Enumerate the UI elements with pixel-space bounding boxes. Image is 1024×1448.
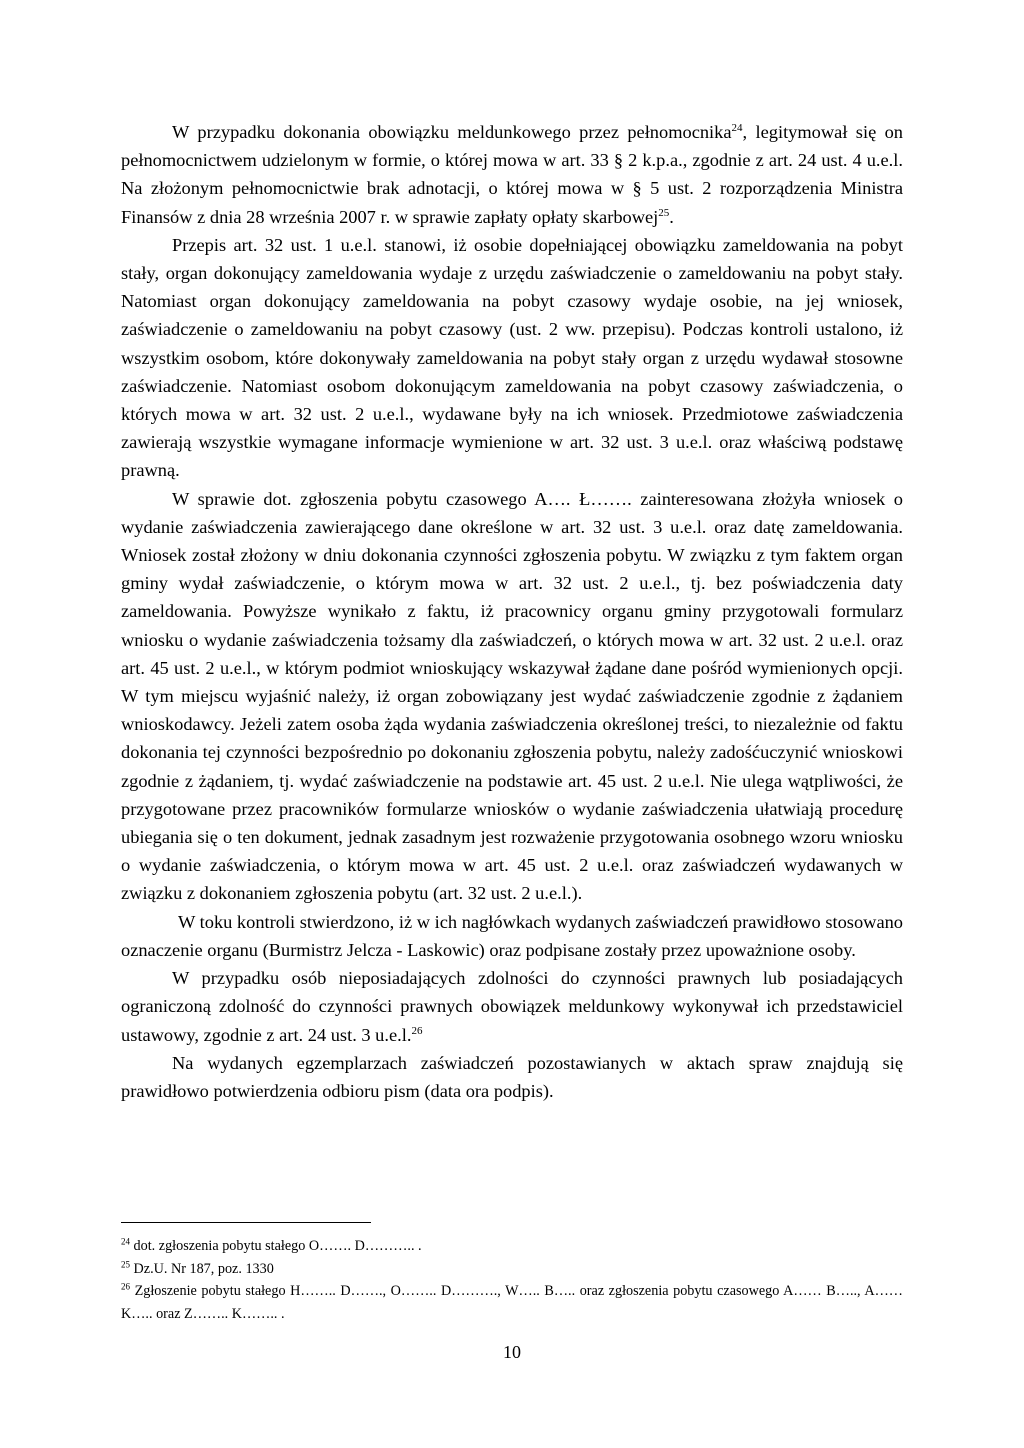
- footnote-text: dot. zgłoszenia pobytu stałego O……. D……….. .: [130, 1238, 422, 1254]
- footnote-24: [121, 1235, 903, 1258]
- paragraph-text: , legitymował się on pełnomocnictwem udzielonym w formie, o której mowa w art. 33 § 2 k.p.a., zgodnie z art. 24 ust. 4 u.e.l. Na złożonym pełnomocnictwie brak adnotacji, o której mowa w § 5 ust. 2 rozporządzenia Ministra Finansów z dnia 28 września 2007 r. w sprawie zapłaty opłaty skarbowej: [121, 122, 903, 227]
- footnote-text: Dz.U. Nr 187, poz. 1330: [130, 1260, 274, 1277]
- paragraph-headers: W toku kontroli stwierdzono, iż w ich nagłówkach wydanych zaświadczeń prawidłowo stosowano oznaczenie organu (Burmistrz Jelcza - Laskowic) oraz podpisane zostały przez upoważnione osoby.: [121, 911, 903, 960]
- footnote-divider: [121, 1222, 371, 1223]
- footnotes: [121, 1235, 903, 1325]
- footnote-number: 24: [121, 1236, 130, 1247]
- paragraph-power-of-attorney: [121, 118, 903, 231]
- paragraph-receipts: Na wydanych egzemplarzach zaświadczeń pozostawianych w aktach spraw znajdują się prawidłowo potwierdzenia odbioru pism (data ora podpis).: [121, 1052, 903, 1101]
- footnote-number: 26: [121, 1281, 130, 1292]
- footnote-number: 25: [121, 1258, 130, 1269]
- paragraph-certificates: Przepis art. 32 ust. 1 u.e.l. stanowi, iż osobie dopełniającej obowiązku zameldowania na pobyt stały, organ dokonujący zameldowania wydaje z urzędu zaświadczenie o zameldowaniu na pobyt stały. Natomiast organ dokonujący zameldowania na pobyt czasowy wydaje osobie, na jej wniosek, zaświadczenie o zameldowaniu na pobyt czasowy (ust. 2 ww. przepisu). Podczas kontroli ustalono, iż wszystkim osobom, które dokonywały zameldowania na pobyt stały organ z urzędu wydawał stosowne zaświadczenie. Natomiast osobom dokonującym zameldowania na pobyt czasowy zaświadczenia, o których mowa w art. 32 ust. 2 u.e.l., wydawane były na ich wniosek. Przedmiotowe zaświadczenia zawierają wszystkie wymagane informacje wymienione w art. 32 ust. 3 u.e.l. oraz właściwą podstawę prawną.: [121, 234, 903, 481]
- page-number: 10: [503, 1342, 521, 1362]
- footnote-26: [121, 1280, 903, 1325]
- footnote-text: Zgłoszenie pobytu stałego H…….. D……., O…….. D………., W….. B….. oraz zgłoszenia pobytu czasowego A…… B….., A…… K….. oraz Z…….. K…….. .: [121, 1283, 903, 1322]
- paragraph-text: .: [669, 206, 674, 227]
- document-body: [121, 118, 903, 1105]
- paragraph-text: W przypadku osób nieposiadających zdolności do czynności prawnych lub posiadających ograniczoną zdolność do czynności prawnych obowiązek meldunkowy wykonywał ich przedstawiciel ustawowy, zgodnie z art. 24 ust. 3 u.e.l.: [121, 968, 903, 1045]
- paragraph-temporary-stay: W sprawie dot. zgłoszenia pobytu czasowego A…. Ł……. zainteresowana złożyła wniosek o wydanie zaświadczenia zawierającego dane określone w art. 32 ust. 3 u.e.l. oraz datę zameldowania. Wniosek został złożony w dniu dokonania czynności zgłoszenia pobytu. W związku z tym faktem organ gminy wydał zaświadczenie, o którym mowa w art. 32 ust. 2 u.e.l., tj. bez poświadczenia daty zameldowania. Powyższe wynikało z faktu, iż pracownicy organu gminy przygotowali formularz wniosku o wydanie zaświadczenia tożsamy dla zaświadczeń, o których mowa w art. 32 ust. 2 u.e.l. oraz art. 45 ust. 2 u.e.l., w którym podmiot wnioskujący wskazywał żądane dane pośród wymienionych opcji. W tym miejscu wyjaśnić należy, iż organ zobowiązany jest wydać zaświadczenie zgodnie z żądaniem wnioskodawcy. Jeżeli zatem osoba żąda wydania zaświadczenia określonej treści, to niezależnie od faktu dokonania tej czynności bezpośrednio po dokonaniu zgłoszenia pobytu, należy zadośćuczynić wnioskowi zgodnie z żądaniem, tj. wydać zaświadczenie na podstawie art. 45 ust. 2 u.e.l. Nie ulega wątpliwości, że przygotowane przez pracowników formularze wniosków o wydanie zaświadczenia ułatwiają procedurę ubiegania się o ten dokument, jednak zasadnym jest rozważenie przygotowania osobnego wzoru wniosku o wydanie zaświadczenia, o którym mowa w art. 45 ust. 2 u.e.l. oraz zaświadczeń wydawanych w związku z dokonaniem zgłoszenia pobytu (art. 32 ust. 2 u.e.l.).: [121, 488, 903, 904]
- footnote-ref-24[interactable]: 24: [731, 121, 743, 134]
- footnote-ref-26[interactable]: 26: [411, 1024, 423, 1037]
- paragraph-text: W przypadku dokonania obowiązku meldunkowego przez pełnomocnika: [172, 122, 732, 142]
- footnote-ref-25[interactable]: 25: [658, 206, 670, 219]
- paragraph-legal-capacity: [121, 964, 903, 1049]
- footnote-25: [121, 1258, 903, 1281]
